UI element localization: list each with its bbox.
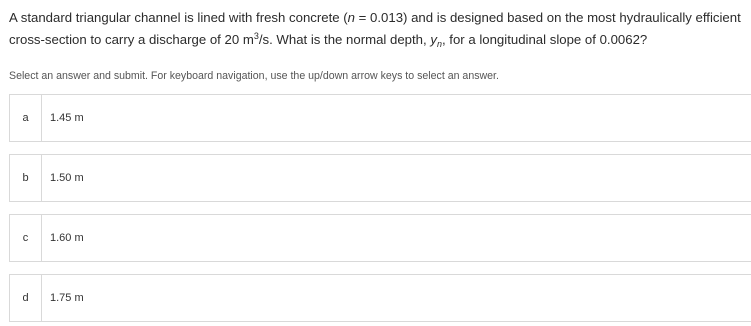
option-text: 1.50 m [50,172,84,184]
manning-n-symbol: n [347,10,356,25]
question-text [9,7,744,51]
depth-symbol [430,32,442,47]
option-letter: b [10,155,42,201]
answer-option-a[interactable] [9,94,751,142]
question-part-2: = 0.013) and is designed based on the most hydraulically efficient cross-section to carry a discharge of 20 m [9,10,741,47]
answer-option-b[interactable] [9,154,751,202]
depth-symbol-subscript: n [436,39,442,49]
cubic-exponent: 3 [253,31,259,41]
question-part-3: /s. What is the normal depth, [258,32,431,47]
answer-instructions: Select an answer and submit. For keyboard navigation, use the up/down arrow keys to select an answer. [9,70,499,82]
option-letter: c [10,215,42,261]
question-part-4: , for a longitudinal slope of 0.0062? [441,32,648,47]
option-text: 1.75 m [50,292,84,304]
answer-option-d[interactable] [9,274,751,322]
option-letter: a [10,95,42,141]
option-letter: d [10,275,42,321]
question-part-1: A standard triangular channel is lined with fresh concrete ( [9,10,348,25]
option-text: 1.45 m [50,112,84,124]
option-text: 1.60 m [50,232,84,244]
depth-symbol-y: y [430,32,437,47]
answer-option-c[interactable] [9,214,751,262]
